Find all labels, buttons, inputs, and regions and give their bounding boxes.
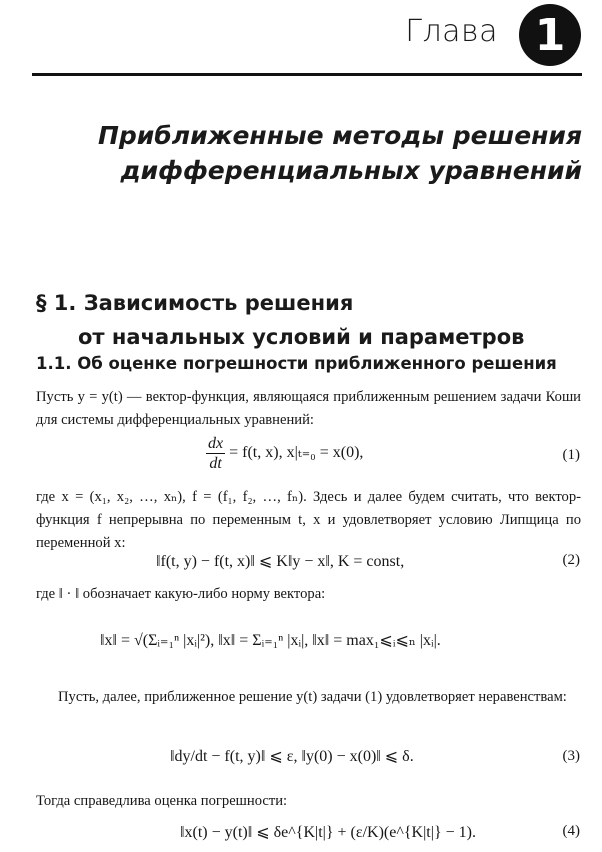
chapter-number-badge: 1	[519, 4, 581, 66]
paragraph-4: Пусть, далее, приближенное решение y(t) задачи (1) удовлетворяет неравенствам:	[58, 689, 567, 705]
equation-1-number: (1)	[562, 447, 580, 463]
section-title-line2: от начальных условий и параметров	[78, 325, 525, 349]
chapter-label: Глава	[405, 14, 498, 49]
norms-formula: ‖x‖ = √(Σᵢ₌₁ⁿ |xᵢ|²), ‖x‖ = Σᵢ₌₁ⁿ |xᵢ|, ‖x‖ = max₁⩽ᵢ⩽ₙ |xᵢ|.	[100, 632, 441, 649]
equation-4-number: (4)	[562, 823, 580, 839]
equation-1-right: = f(t, x), x|ₜ₌₀ = x(0),	[229, 444, 364, 462]
chapter-title: Приближенные методы решения дифференциальных уравнений	[97, 121, 582, 185]
equation-4: ‖x(t) − y(t)‖ ⩽ δe^{K|t|} + (ε/K)(e^{K|t|} − 1).	[180, 824, 476, 841]
chapter-divider	[32, 73, 582, 76]
equation-2: ‖f(t, y) − f(t, x)‖ ⩽ K‖y − x‖, K = const,	[156, 553, 405, 570]
section-title	[36, 286, 566, 354]
paragraph-2: где x = (x₁, x₂, …, xₙ), f = (f₁, f₂, …, fₙ). Здесь и далее будем считать, что вектор-функция f непрерывна по переменным t, x и удовлетворяет условию Липщица по переменной x:	[36, 489, 581, 551]
paragraph-5: Тогда справедлива оценка погрешности:	[36, 793, 288, 809]
paragraph-1: Пусть y = y(t) — вектор-функция, являющаяся приближенным решением задачи Коши для системы дифференциальных уравнений:	[36, 389, 581, 428]
subsection-title: 1.1. Об оценке погрешности приближенного решения	[36, 354, 557, 373]
paragraph-3: где ‖ · ‖ обозначает какую-либо норму вектора:	[36, 586, 326, 602]
section-title-line1: § 1. Зависимость решения	[36, 291, 354, 315]
equation-1: $\frac{dx}{dt}$ = f(t, x), x|ₜ₌₀ = x(0),	[208, 435, 364, 472]
equation-2-number: (2)	[562, 552, 580, 568]
equation-3: ‖dy/dt − f(t, y)‖ ⩽ ε, ‖y(0) − x(0)‖ ⩽ δ.	[170, 748, 414, 765]
equation-3-number: (3)	[562, 748, 580, 764]
